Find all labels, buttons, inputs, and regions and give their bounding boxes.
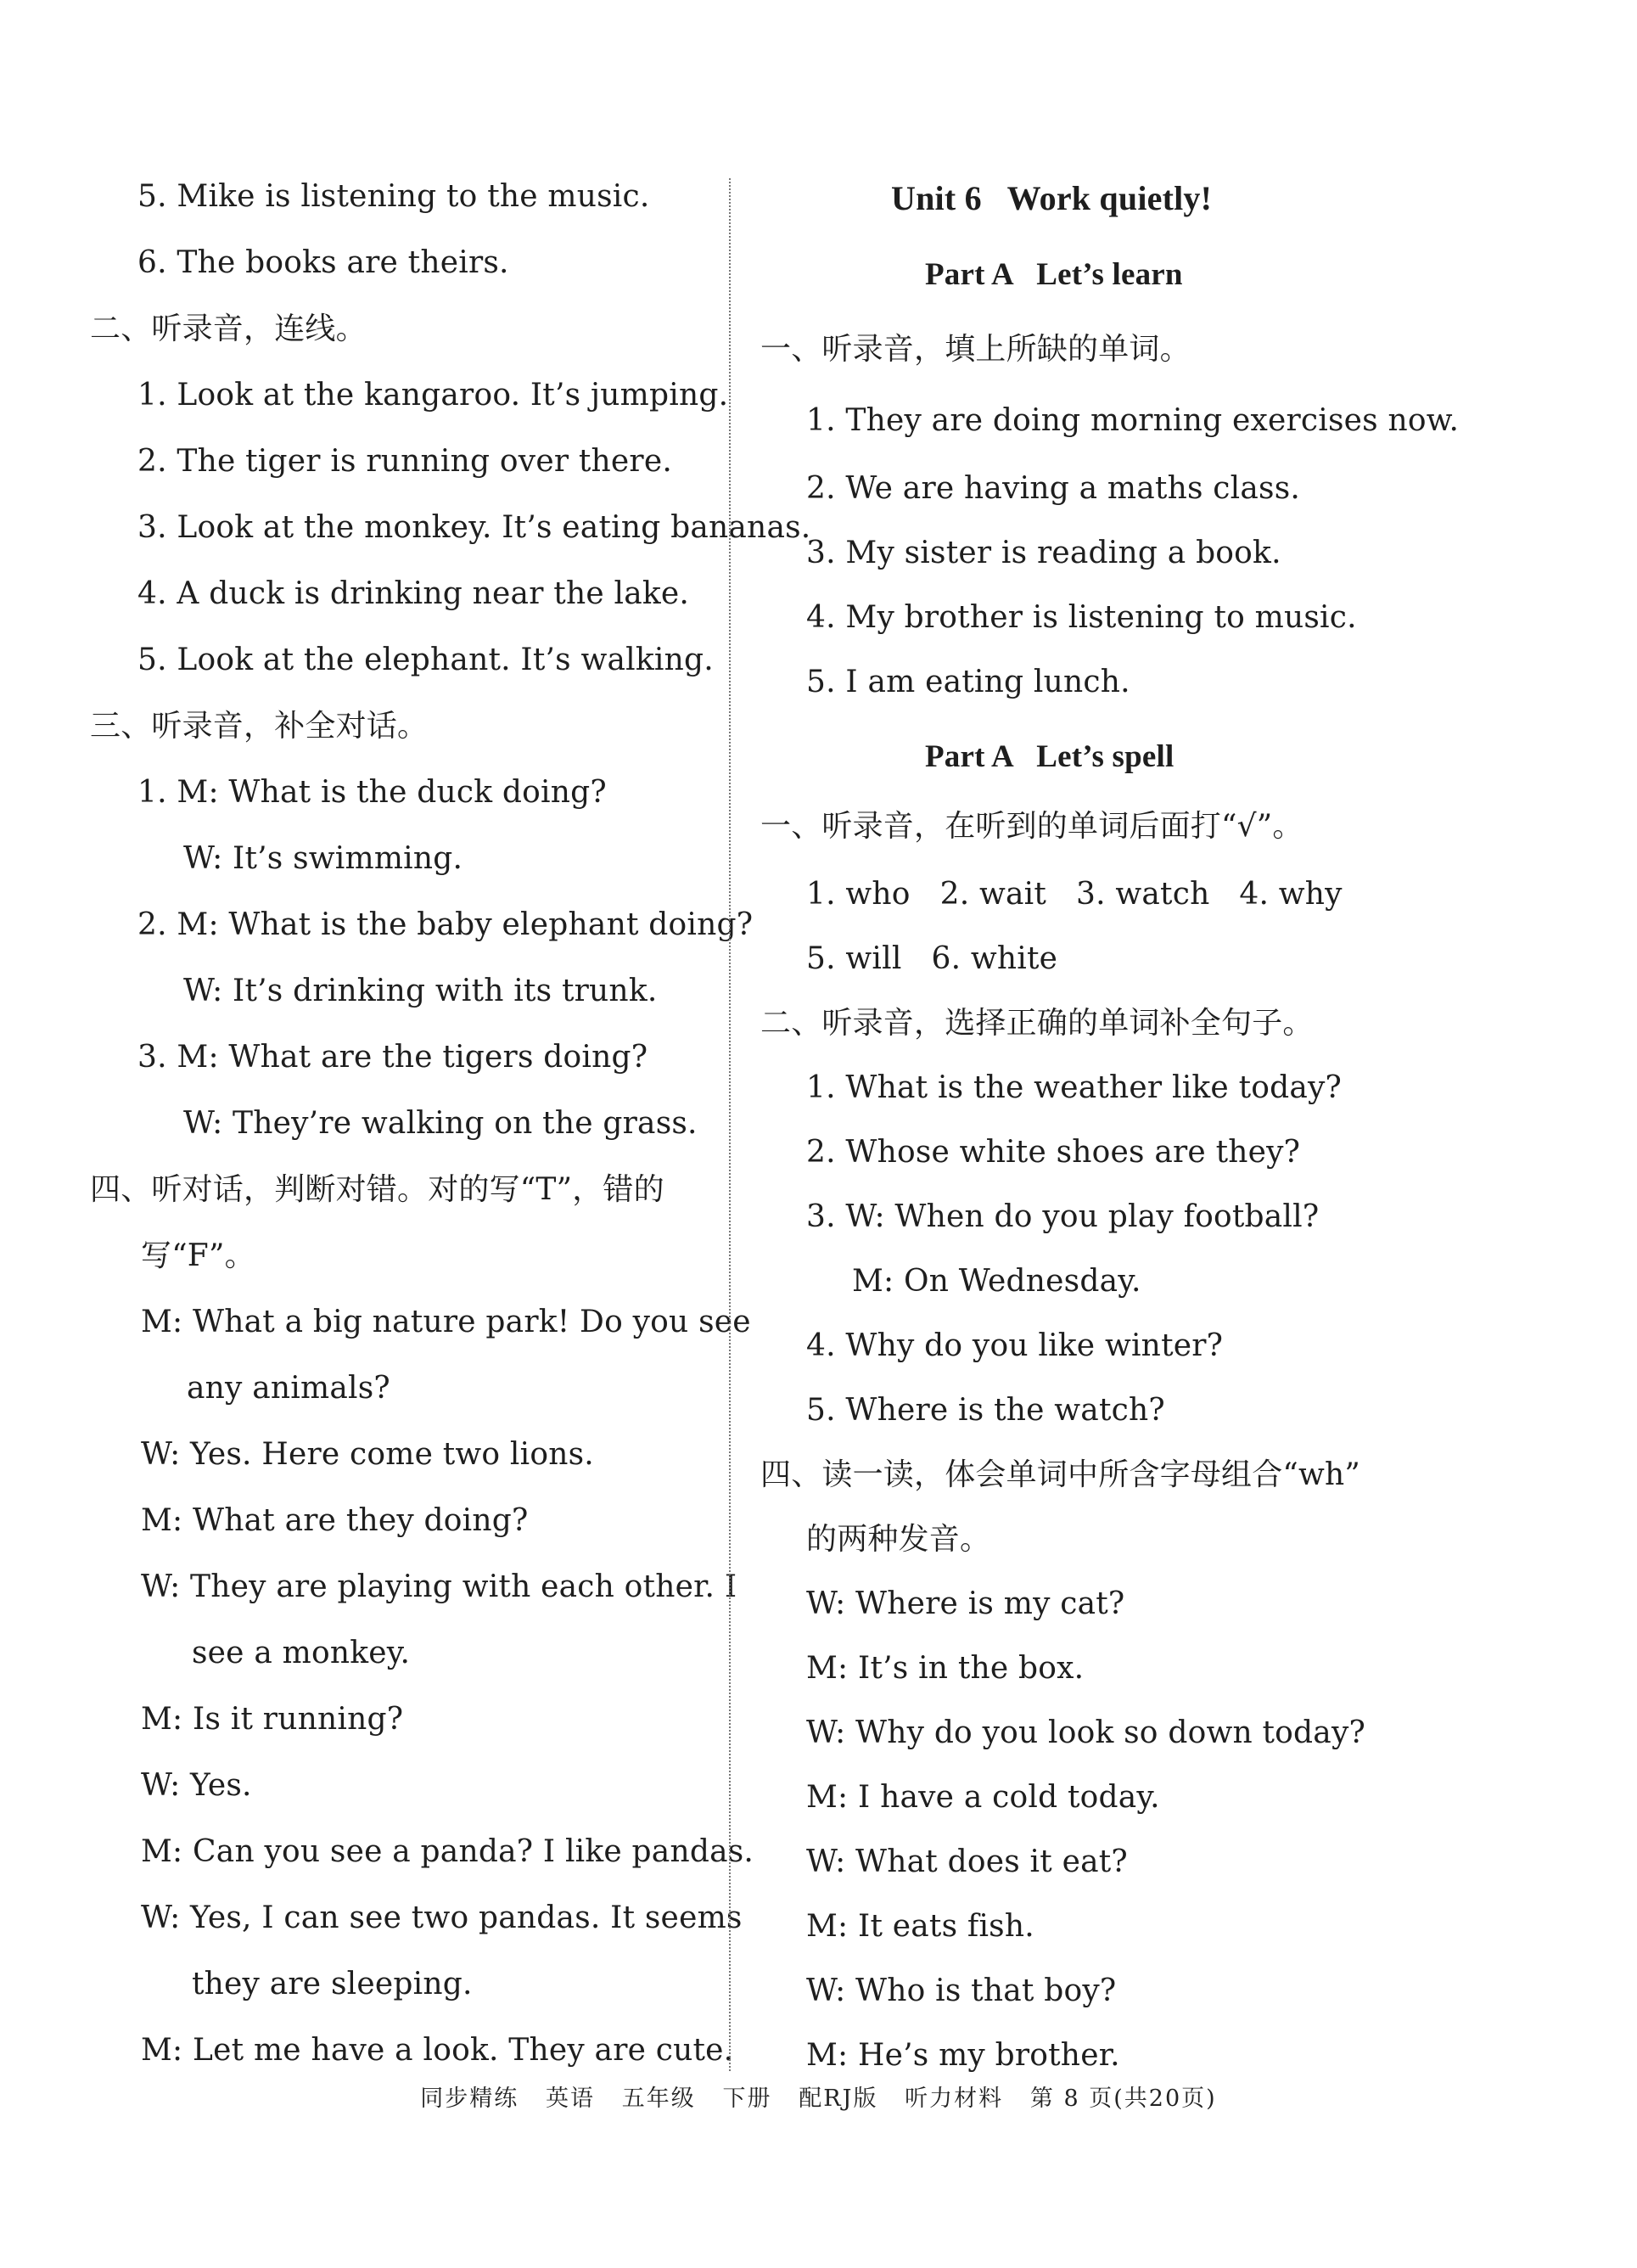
text-line: W: They’re walking on the grass. [183, 1106, 698, 1141]
section-heading: 四、读一读，体会单词中所含字母组合“wh” [760, 1457, 1361, 1492]
dialogue-line: W: Where is my cat? [806, 1586, 1125, 1621]
dialogue-line: W: Why do you look so down today? [806, 1715, 1365, 1750]
text-line: 1. who 2. wait 3. watch 4. why [806, 877, 1343, 912]
text-line: 2. Whose white shoes are they? [806, 1135, 1301, 1170]
section-heading: 一、听录音，填上所缺的单词。 [760, 332, 1191, 367]
text-line: 1. They are doing morning exercises now. [806, 403, 1460, 438]
section-heading-cont: 的两种发音。 [806, 1522, 991, 1557]
text-line: 6. The books are theirs. [137, 245, 509, 280]
section-heading-cont: 写“F”。 [141, 1238, 255, 1273]
text-line: 4. My brother is listening to music. [806, 600, 1357, 635]
column-divider [729, 178, 731, 2071]
dialogue-line: W: They are playing with each other. I [141, 1569, 737, 1604]
text-line: 1. M: What is the duck doing? [137, 775, 607, 810]
text-line: 3. M: What are the tigers doing? [137, 1040, 648, 1075]
dialogue-line: M: What a big nature park! Do you see [141, 1305, 751, 1339]
section-heading: 四、听对话，判断对错。对的写“T”，错的 [90, 1172, 664, 1207]
text-line: 3. Look at the monkey. It’s eating bananas. [137, 510, 811, 545]
dialogue-line: M: What are they doing? [141, 1503, 529, 1538]
text-line: M: On Wednesday. [852, 1264, 1141, 1299]
text-line: 4. Why do you like winter? [806, 1328, 1224, 1363]
text-line: 5. Where is the watch? [806, 1393, 1165, 1428]
text-line: W: It’s swimming. [183, 841, 463, 876]
text-line: 5. Mike is listening to the music. [137, 179, 650, 214]
section-heading: 二、听录音，连线。 [90, 312, 367, 346]
text-line: 2. We are having a maths class. [806, 471, 1301, 506]
text-line: 1. Look at the kangaroo. It’s jumping. [137, 378, 729, 413]
dialogue-line: W: Yes. Here come two lions. [141, 1437, 594, 1472]
dialogue-line: W: Yes. [141, 1768, 252, 1803]
text-line: 5. Look at the elephant. It’s walking. [137, 643, 714, 677]
text-line: 2. The tiger is running over there. [137, 444, 672, 479]
dialogue-line: M: Is it running? [141, 1702, 404, 1737]
section-heading: 一、听录音，在听到的单词后面打“√”。 [760, 809, 1303, 844]
part-title-learn: Part A Let’s learn [925, 257, 1183, 292]
dialogue-line: see a monkey. [192, 1636, 411, 1670]
dialogue-line: W: What does it eat? [806, 1844, 1128, 1879]
text-line: 4. A duck is drinking near the lake. [137, 576, 690, 611]
part-title-spell: Part A Let’s spell [925, 739, 1174, 774]
dialogue-line: M: It eats fish. [806, 1909, 1034, 1944]
dialogue-line: M: It’s in the box. [806, 1651, 1085, 1686]
section-heading: 二、听录音，选择正确的单词补全句子。 [760, 1006, 1314, 1041]
page-footer: 同步精练 英语 五年级 下册 配RJ版 听力材料 第 8 页(共20页) [420, 2086, 1217, 2112]
text-line: 5. will 6. white [806, 941, 1058, 976]
dialogue-line: M: He’s my brother. [806, 2038, 1120, 2073]
text-line: 5. I am eating lunch. [806, 665, 1130, 699]
text-line: W: It’s drinking with its trunk. [183, 974, 658, 1008]
dialogue-line: M: Can you see a panda? I like pandas. [141, 1834, 754, 1869]
text-line: 3. W: When do you play football? [806, 1199, 1320, 1234]
text-line: 3. My sister is reading a book. [806, 536, 1281, 570]
dialogue-line: they are sleeping. [192, 1967, 473, 2001]
dialogue-line: M: Let me have a look. They are cute. [141, 2033, 734, 2068]
dialogue-line: M: I have a cold today. [806, 1780, 1160, 1815]
section-heading: 三、听录音，补全对话。 [90, 709, 429, 744]
dialogue-line: W: Who is that boy? [806, 1973, 1117, 2008]
dialogue-line: any animals? [187, 1371, 390, 1406]
text-line: 2. M: What is the baby elephant doing? [137, 907, 754, 942]
text-line: 1. What is the weather like today? [806, 1070, 1343, 1105]
unit-title: Unit 6 Work quietly! [891, 179, 1213, 217]
dialogue-line: W: Yes, I can see two pandas. It seems [141, 1900, 743, 1935]
